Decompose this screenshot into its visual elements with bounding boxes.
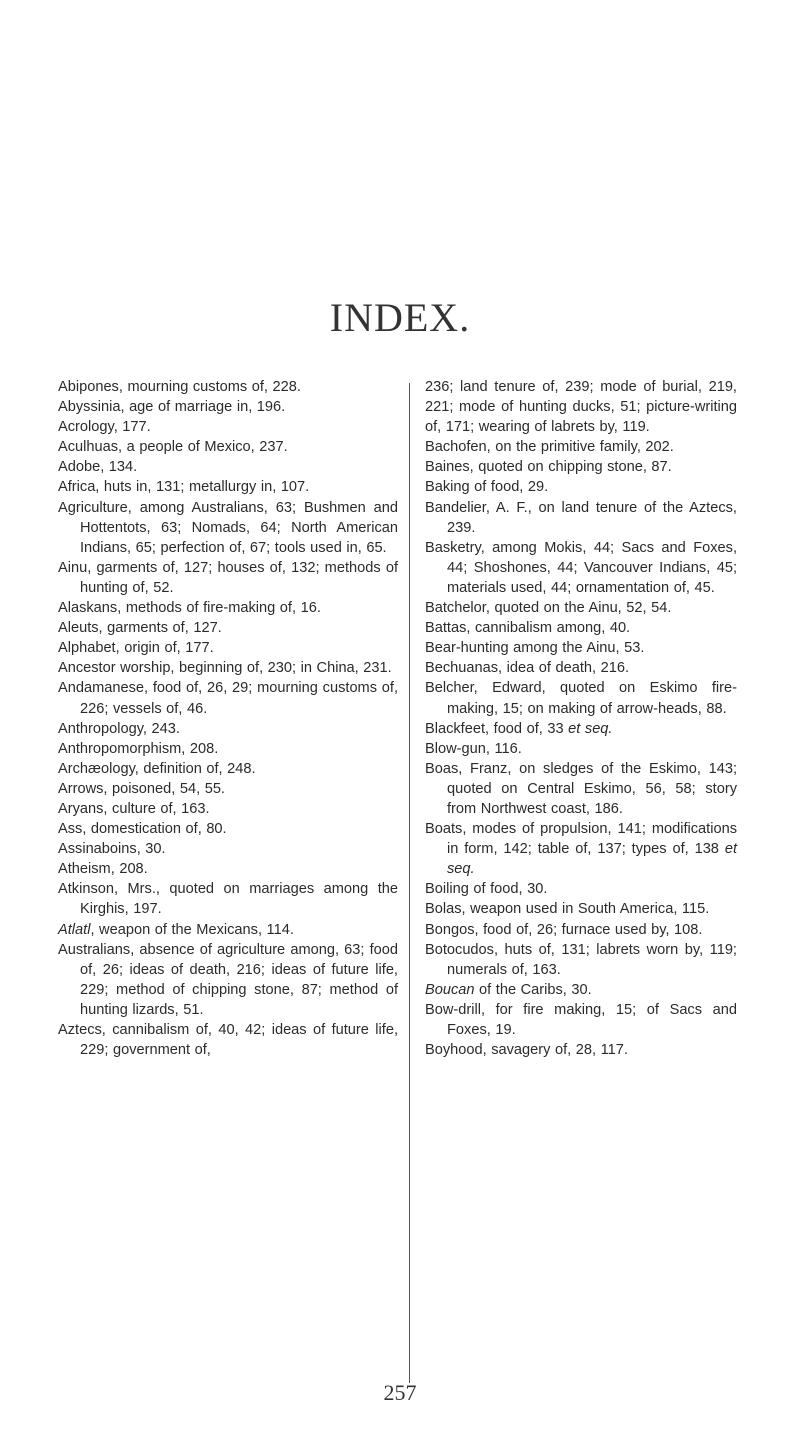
- index-entry: Bechuanas, idea of death, 216.: [425, 660, 630, 677]
- index-entry: Aryans, culture of, 163.: [58, 800, 210, 817]
- column-divider: [409, 383, 410, 1383]
- index-entry: Aztecs, cannibalism of, 40, 42; ideas of future life, 229; government of,: [58, 1022, 398, 1059]
- index-entry: Anthropology, 243.: [58, 720, 180, 737]
- index-entry: Abyssinia, age of marriage in, 196.: [58, 399, 286, 416]
- index-entry: Atlatl, weapon of the Mexicans, 114.: [58, 921, 294, 938]
- index-entry: Ainu, garments of, 127; houses of, 132; methods of hunting of, 52.: [58, 559, 398, 596]
- index-entry: Boats, modes of propulsion, 141; modifications in form, 142; table of, 137; types of, 138 et seq.: [425, 821, 737, 878]
- page-title: INDEX.: [329, 295, 471, 340]
- index-entry: Bear-hunting among the Ainu, 53.: [425, 640, 645, 657]
- index-entry: Bow-drill, for fire making, 15; of Sacs and Foxes, 19.: [425, 1001, 737, 1038]
- index-entry: Abipones, mourning customs of, 228.: [58, 379, 301, 395]
- index-entry: Blow-gun, 116.: [425, 740, 522, 757]
- index-entry: Acrology, 177.: [58, 419, 151, 436]
- page-number: 257: [383, 1380, 417, 1405]
- index-entry: Bandelier, A. F., on land tenure of the Aztecs, 239.: [425, 499, 737, 536]
- index-entry: Boas, Franz, on sledges of the Eskimo, 143; quoted on Central Eskimo, 56, 58; story from Northwest coast, 186.: [425, 760, 737, 817]
- index-entry: Agriculture, among Australians, 63; Bushmen and Hottentots, 63; Nomads, 64; North American Indians, 65; perfection of, 67; tools used in, 65.: [58, 499, 398, 556]
- index-entry: Basketry, among Mokis, 44; Sacs and Foxes, 44; Shoshones, 44; Vancouver Indians, 45; materials used, 44; ornamentation of, 45.: [425, 539, 737, 596]
- index-entry: Alaskans, methods of fire-making of, 16.: [58, 600, 321, 617]
- index-entry: Australians, absence of agriculture among, 63; food of, 26; ideas of death, 216; ideas of future life, 229; method of chipping stone, 87; method of hunting lizards, 51.: [58, 941, 398, 1018]
- index-entry: Assinaboins, 30.: [58, 841, 166, 858]
- index-entry: Batchelor, quoted on the Ainu, 52, 54.: [425, 600, 672, 617]
- index-entry: Bachofen, on the primitive family, 202.: [425, 439, 674, 456]
- index-entry: Aculhuas, a people of Mexico, 237.: [58, 439, 288, 456]
- index-entry: Ass, domestication of, 80.: [58, 821, 227, 838]
- index-entry: Bolas, weapon used in South America, 115.: [425, 901, 710, 918]
- index-entry: Adobe, 134.: [58, 459, 138, 476]
- index-column-right: [425, 377, 737, 1060]
- index-entry: Baines, quoted on chipping stone, 87.: [425, 459, 672, 476]
- index-entry: 236; land tenure of, 239; mode of burial, 219, 221; mode of hunting ducks, 51; picture-writing of, 171; wearing of labrets by, 119.: [425, 379, 737, 436]
- index-entry: Baking of food, 29.: [425, 479, 549, 496]
- index-entry: Anthropomorphism, 208.: [58, 740, 219, 757]
- index-entry: Botocudos, huts of, 131; labrets worn by, 119; numerals of, 163.: [425, 941, 737, 978]
- index-entry: Boiling of food, 30.: [425, 881, 548, 898]
- index-entry: Belcher, Edward, quoted on Eskimo fire-making, 15; on making of arrow-heads, 88.: [425, 680, 737, 717]
- index-entry: Boucan of the Caribs, 30.: [425, 981, 592, 998]
- index-entry: Battas, cannibalism among, 40.: [425, 620, 631, 637]
- index-entry: Africa, huts in, 131; metallurgy in, 107.: [58, 479, 310, 496]
- index-entry: Bongos, food of, 26; furnace used by, 108.: [425, 921, 703, 938]
- index-entry: Ancestor worship, beginning of, 230; in China, 231.: [58, 660, 392, 677]
- index-entry: Boyhood, savagery of, 28, 117.: [425, 1042, 628, 1059]
- index-entry: Blackfeet, food of, 33 et seq.: [425, 720, 613, 737]
- index-column-left: [58, 377, 398, 1060]
- index-entry: Andamanese, food of, 26, 29; mourning customs of, 226; vessels of, 46.: [58, 680, 398, 717]
- index-entry: Aleuts, garments of, 127.: [58, 620, 222, 637]
- index-entry: Alphabet, origin of, 177.: [58, 640, 214, 657]
- index-entry: Atheism, 208.: [58, 861, 148, 878]
- index-entry: Atkinson, Mrs., quoted on marriages among the Kirghis, 197.: [58, 881, 398, 918]
- index-entry: Arrows, poisoned, 54, 55.: [58, 780, 225, 797]
- index-entry: Archæology, definition of, 248.: [58, 760, 256, 777]
